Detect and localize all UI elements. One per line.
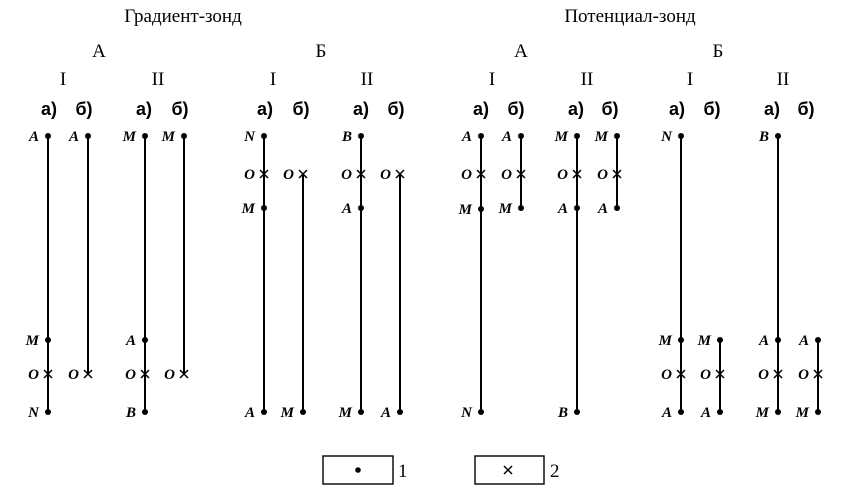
electrode-marker — [142, 337, 148, 343]
electrode-marker — [478, 409, 484, 415]
sub-label-b: б) — [703, 99, 721, 119]
electrode-column — [25, 129, 52, 421]
legend-dot-icon — [355, 467, 361, 473]
electrode-marker — [142, 409, 148, 415]
electrode-marker — [518, 205, 524, 211]
electrode-marker — [478, 133, 484, 139]
electrode-label: B — [341, 129, 352, 145]
variant-label: II — [776, 69, 790, 90]
electrode-label: O — [68, 367, 79, 383]
variant-label: I — [269, 69, 277, 90]
electrode-label: B — [758, 129, 769, 145]
sub-label-b: б) — [75, 99, 93, 119]
electrode-column — [554, 129, 581, 421]
electrode-marker — [85, 133, 91, 139]
electrode-marker — [45, 337, 51, 343]
electrode-marker — [261, 133, 267, 139]
electrode-label: O — [341, 167, 352, 183]
section-title-potential: Потенциал-зонд — [564, 6, 696, 27]
electrode-label: B — [125, 405, 136, 421]
group-label: А — [514, 41, 528, 62]
electrode-label: M — [241, 201, 255, 217]
electrode-marker — [397, 409, 403, 415]
electrode-label: M — [697, 333, 711, 349]
variant-label: I — [488, 69, 496, 90]
electrode-column — [658, 129, 685, 421]
electrode-marker — [358, 205, 364, 211]
electrode-label: M — [458, 202, 472, 218]
electrode-marker — [518, 133, 524, 139]
legend-label-dot: 1 — [398, 461, 408, 482]
electrode-marker — [574, 205, 580, 211]
group-label: А — [92, 41, 106, 62]
electrode-label: M — [161, 129, 175, 145]
electrode-column — [338, 129, 365, 421]
variant-label: II — [580, 69, 594, 90]
electrode-column — [241, 129, 268, 421]
electrode-label: A — [125, 333, 136, 349]
electrode-marker — [574, 409, 580, 415]
electrode-marker — [678, 337, 684, 343]
electrode-label: O — [461, 167, 472, 183]
electrode-column — [68, 129, 92, 383]
legend-label-cross: 2 — [550, 461, 560, 482]
electrode-marker — [478, 206, 484, 212]
sub-label-b: б) — [171, 99, 189, 119]
electrode-label: O — [798, 367, 809, 383]
electrode-label: O — [758, 367, 769, 383]
sub-label-a: а) — [472, 99, 490, 119]
electrode-label: M — [280, 405, 294, 421]
electrode-label: A — [244, 405, 255, 421]
electrode-label: M — [594, 129, 608, 145]
electrode-column — [697, 333, 724, 421]
electrode-label: M — [554, 129, 568, 145]
legend-cross-icon — [504, 466, 512, 474]
electrode-label: A — [758, 333, 769, 349]
electrode-marker — [775, 409, 781, 415]
sub-label-b: б) — [797, 99, 815, 119]
electrode-column — [498, 129, 525, 217]
electrode-marker — [142, 133, 148, 139]
electrode-label: O — [501, 167, 512, 183]
electrode-marker — [261, 409, 267, 415]
sub-label-a: а) — [567, 99, 585, 119]
electrode-label: M — [795, 405, 809, 421]
group-label: Б — [712, 41, 724, 62]
electrode-marker — [45, 409, 51, 415]
electrode-label: A — [700, 405, 711, 421]
sub-label-a: а) — [256, 99, 274, 119]
electrode-label: O — [28, 367, 39, 383]
electrode-label: M — [658, 333, 672, 349]
sub-label-a: а) — [668, 99, 686, 119]
variant-label: I — [686, 69, 694, 90]
variant-label: I — [59, 69, 67, 90]
electrode-label: A — [341, 201, 352, 217]
electrode-column — [380, 167, 404, 421]
electrode-label: A — [28, 129, 39, 145]
electrode-label: O — [125, 367, 136, 383]
electrode-column — [458, 129, 485, 421]
electrode-column — [755, 129, 782, 421]
electrode-label: N — [28, 405, 39, 421]
electrode-label: M — [338, 405, 352, 421]
electrode-label: B — [557, 405, 568, 421]
section-title-gradient: Градиент-зонд — [124, 6, 242, 27]
electrode-marker — [678, 409, 684, 415]
sub-label-a: а) — [352, 99, 370, 119]
variant-label: II — [360, 69, 374, 90]
electrode-marker — [358, 133, 364, 139]
electrode-marker — [261, 205, 267, 211]
electrode-label: N — [461, 405, 472, 421]
electrode-label: A — [461, 129, 472, 145]
electrode-label: A — [501, 129, 512, 145]
electrode-label: O — [380, 167, 391, 183]
electrode-marker — [574, 133, 580, 139]
legend-box-cross — [475, 456, 544, 484]
electrode-label: M — [122, 129, 136, 145]
electrode-marker — [775, 337, 781, 343]
electrode-label: A — [68, 129, 79, 145]
electrode-label: A — [380, 405, 391, 421]
electrode-marker — [717, 337, 723, 343]
electrode-label: A — [661, 405, 672, 421]
electrode-column — [161, 129, 188, 383]
electrode-label: O — [244, 167, 255, 183]
electrode-marker — [775, 133, 781, 139]
electrode-marker — [45, 133, 51, 139]
electrode-marker — [300, 409, 306, 415]
electrode-column — [594, 129, 621, 217]
legend — [323, 456, 560, 484]
electrode-marker — [181, 133, 187, 139]
sub-label-b: б) — [507, 99, 525, 119]
electrode-label: O — [661, 367, 672, 383]
electrode-label: O — [557, 167, 568, 183]
group-label: Б — [315, 41, 327, 62]
electrode-label: A — [597, 201, 608, 217]
electrode-marker — [815, 409, 821, 415]
electrode-label: N — [661, 129, 672, 145]
sub-label-b: б) — [292, 99, 310, 119]
electrode-marker — [358, 409, 364, 415]
sub-label-a: а) — [135, 99, 153, 119]
electrode-label: M — [755, 405, 769, 421]
electrode-label: M — [498, 201, 512, 217]
sub-label-a: а) — [40, 99, 58, 119]
electrode-label: A — [798, 333, 809, 349]
electrode-column — [795, 333, 822, 421]
electrode-label: M — [25, 333, 39, 349]
electrode-label: O — [164, 367, 175, 383]
electrode-marker — [614, 133, 620, 139]
electrode-label: N — [244, 129, 255, 145]
variant-label: II — [151, 69, 165, 90]
electrode-marker — [614, 205, 620, 211]
sub-label-a: а) — [763, 99, 781, 119]
electrode-label: A — [557, 201, 568, 217]
electrode-column — [280, 167, 307, 421]
electrode-label: O — [283, 167, 294, 183]
electrode-column — [122, 129, 149, 421]
electrode-marker — [678, 133, 684, 139]
electrode-label: O — [700, 367, 711, 383]
sub-label-b: б) — [387, 99, 405, 119]
sub-label-b: б) — [601, 99, 619, 119]
electrode-marker — [717, 409, 723, 415]
electrode-columns — [25, 129, 822, 421]
electrode-marker — [815, 337, 821, 343]
electrode-label: O — [597, 167, 608, 183]
